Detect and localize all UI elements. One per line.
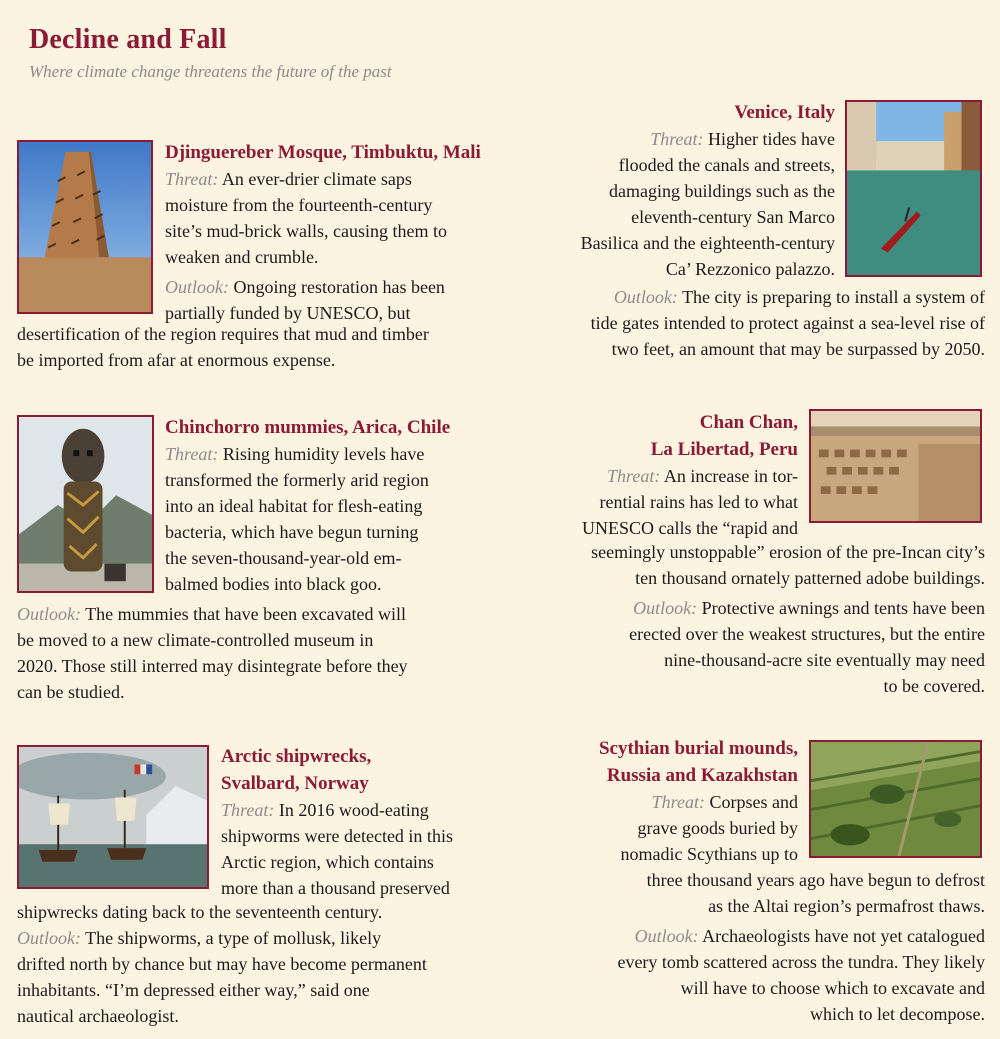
scythian-outlook-label: Outlook: [634, 926, 699, 946]
svalbard-threat-text: In 2016 wood-eating [278, 800, 429, 820]
chinchorro-threat-text: bacteria, which have begun turning [165, 522, 419, 542]
scythian-title: Russia and Kazakhstan [606, 765, 798, 786]
page-subtitle: Where climate change threatens the future of the past [29, 62, 392, 81]
chan-chan-article [520, 409, 798, 541]
chan-chan-outlook-text: to be covered. [883, 676, 985, 696]
scythian-outlook-text: Archaeologists have not yet catalogued [702, 926, 985, 946]
svalbard-title: Arctic shipwrecks, [221, 746, 372, 767]
timbuktu-mosque-photo [17, 140, 153, 314]
venice-outlook-text: two feet, an amount that may be surpassed by 2050. [611, 339, 985, 359]
timbuktu-threat-text: site’s mud-brick walls, causing them to [165, 221, 447, 241]
scythian-title: Scythian burial mounds, [598, 738, 798, 759]
chinchorro-threat-label: Threat: [165, 444, 219, 464]
venice-threat-text: flooded the canals and streets, [618, 155, 835, 175]
chinchorro-outlook-label: Outlook: [17, 604, 81, 624]
chinchorro-threat-text: the seven-thousand-year-old em- [165, 548, 402, 568]
scythian-threat-text: Corpses and [709, 792, 798, 812]
chinchorro-mummy-photo [17, 415, 154, 593]
arctic-shipwreck-painting [17, 745, 209, 889]
chinchorro-title: Chinchorro mummies, Arica, Chile [165, 417, 451, 438]
chan-chan-threat-text: UNESCO calls the “rapid and [582, 518, 798, 538]
timbuktu-threat-text: moisture from the fourteenth-century [165, 195, 433, 215]
venice-outlook-label: Outlook: [613, 287, 678, 307]
venice-threat-text: Basilica and the eighteenth-century [580, 233, 835, 253]
scythian-threat-text: three thousand years ago have begun to defrost [646, 870, 985, 890]
timbuktu-outlook-label: Outlook: [165, 277, 229, 297]
svalbard-outlook-text: nautical archaeologist. [17, 1006, 179, 1026]
svalbard-outlook-text: inhabitants. “I’m depressed either way,” said one [17, 980, 370, 1000]
chan-chan-threat-text: An increase in tor- [663, 466, 798, 486]
timbuktu-threat-label: Threat: [165, 169, 219, 189]
venice-threat-label: Threat: [650, 129, 704, 149]
timbuktu-threat-text: weaken and crumble. [165, 247, 319, 267]
venice-outlook-text: The city is preparing to install a system of [682, 287, 985, 307]
chan-chan-photo [809, 409, 982, 523]
chan-chan-threat-label: Threat: [607, 466, 661, 486]
scythian-threat-label: Threat: [651, 792, 705, 812]
svalbard-threat-label: Threat: [221, 800, 275, 820]
svalbard-threat-text: shipwrecks dating back to the seventeenth century. [17, 902, 383, 922]
timbuktu-threat-text: An ever-drier climate saps [221, 169, 412, 189]
chinchorro-outlook [17, 601, 497, 705]
chan-chan-outlook-label: Outlook: [633, 598, 698, 618]
chan-chan-outlook-text: Protective awnings and tents have been [701, 598, 985, 618]
venice-outlook [480, 284, 985, 362]
scythian-article [520, 735, 798, 867]
venice-threat-text: Higher tides have [708, 129, 835, 149]
timbuktu-title: Djinguereber Mosque, Timbuktu, Mali [165, 142, 481, 163]
chan-chan-threat-text: rential rains has led to what [599, 492, 798, 512]
svalbard-article [221, 743, 501, 901]
chinchorro-threat-text: into an ideal habitat for flesh-eating [165, 496, 423, 516]
timbuktu-article-cont [17, 321, 497, 373]
scythian-threat-text: grave goods buried by [637, 818, 798, 838]
venice-canal-photo [845, 100, 982, 277]
venice-threat-text: damaging buildings such as the [609, 181, 835, 201]
chan-chan-outlook-text: erected over the weakest structures, but the entire [629, 624, 985, 644]
svalbard-title: Svalbard, Norway [221, 773, 369, 794]
venice-threat-text: eleventh-century San Marco [631, 207, 835, 227]
chinchorro-threat-text: transformed the formerly arid region [165, 470, 429, 490]
chinchorro-threat-text: balmed bodies into black goo. [165, 574, 382, 594]
venice-article [480, 99, 835, 282]
scythian-threat-text: nomadic Scythians up to [620, 844, 798, 864]
chan-chan-article-cont [480, 539, 985, 699]
timbuktu-outlook-text: be imported from afar at enormous expense. [17, 350, 336, 370]
svalbard-outlook-text: The shipworms, a type of mollusk, likely [85, 928, 382, 948]
venice-threat-text: Ca’ Rezzonico palazzo. [665, 259, 835, 279]
venice-outlook-text: tide gates intended to protect against a sea-level rise of [590, 313, 985, 333]
page-title: Decline and Fall [29, 24, 227, 55]
chan-chan-title: La Libertad, Peru [650, 439, 798, 460]
chan-chan-threat-text: ten thousand ornately patterned adobe buildings. [635, 568, 985, 588]
svalbard-outlook-label: Outlook: [17, 928, 81, 948]
timbuktu-outlook-text: partially funded by UNESCO, but [165, 303, 411, 323]
scythian-outlook-text: every tomb scattered across the tundra. They likely [617, 952, 985, 972]
svalbard-threat-text: shipworms were detected in this [221, 826, 453, 846]
chinchorro-outlook-text: The mummies that have been excavated will [85, 604, 407, 624]
scythian-outlook-text: which to let decompose. [810, 1004, 985, 1024]
scythian-threat-text: as the Altai region’s permafrost thaws. [708, 896, 985, 916]
chinchorro-threat-text: Rising humidity levels have [222, 444, 425, 464]
scythian-article-cont [480, 867, 985, 1027]
chinchorro-outlook-text: can be studied. [17, 682, 125, 702]
scythian-outlook-text: will have to choose which to excavate and [680, 978, 985, 998]
chan-chan-threat-text: seemingly unstoppable” erosion of the pre-Incan city’s [591, 542, 985, 562]
svalbard-threat-text: more than a thousand preserved [221, 878, 450, 898]
scythian-mounds-photo [809, 740, 982, 858]
chinchorro-outlook-text: be moved to a new climate-controlled museum in [17, 630, 374, 650]
svalbard-article-cont [17, 899, 502, 1029]
svalbard-outlook-text: drifted north by chance but may have become permanent [17, 954, 427, 974]
timbuktu-outlook-text: Ongoing restoration has been [233, 277, 445, 297]
chinchorro-outlook-text: 2020. Those still interred may disintegrate before they [17, 656, 408, 676]
timbuktu-article [165, 139, 505, 326]
chan-chan-outlook-text: nine-thousand-acre site eventually may need [664, 650, 985, 670]
venice-title: Venice, Italy [734, 102, 835, 123]
chan-chan-title: Chan Chan, [699, 412, 798, 433]
timbuktu-outlook-text: desertification of the region requires that mud and timber [17, 324, 429, 344]
chinchorro-article [165, 414, 505, 597]
svalbard-threat-text: Arctic region, which contains [221, 852, 434, 872]
